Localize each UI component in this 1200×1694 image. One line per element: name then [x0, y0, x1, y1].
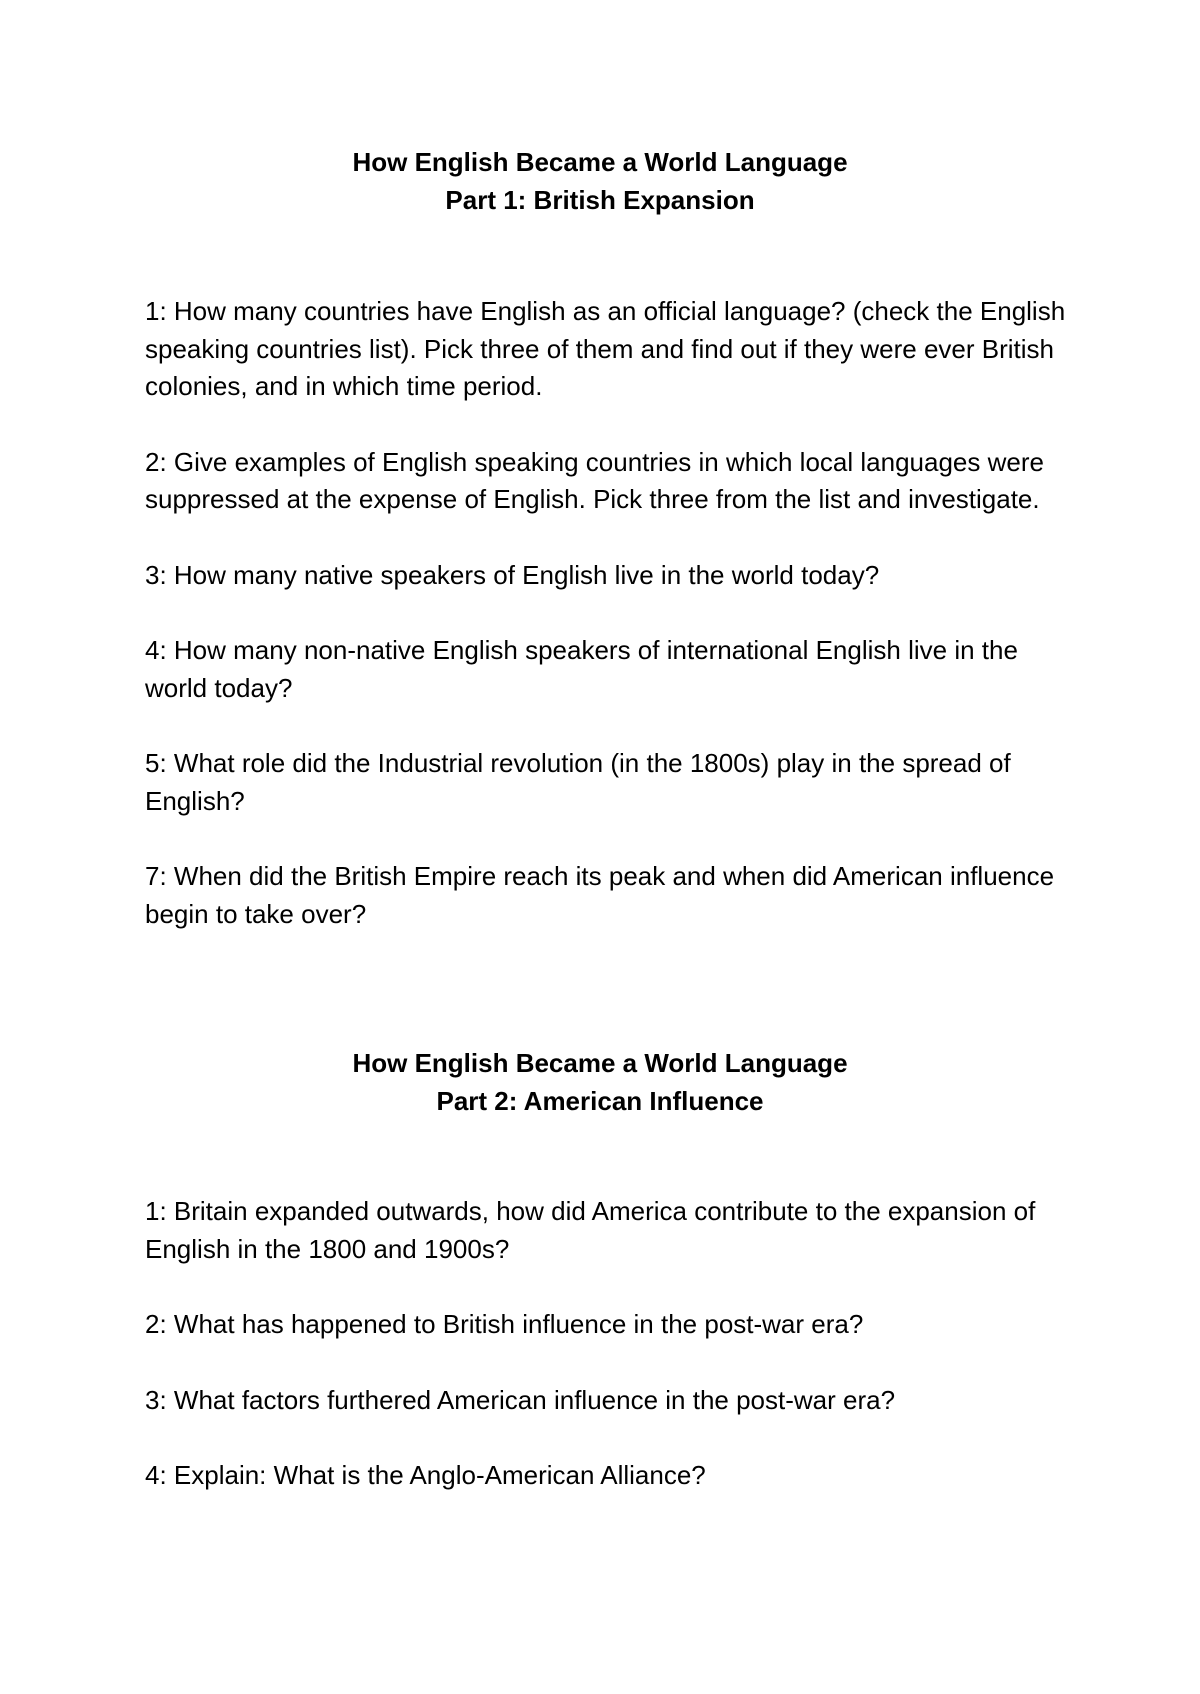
part2-heading	[0, 1044, 1200, 1120]
part1-question-7: 7: When did the British Empire reach its peak and when did American influence begin to take over?	[145, 861, 1055, 929]
part1-question-2: 2: Give examples of English speaking countries in which local languages were suppressed at the expense of English. Pick three from the list and investigate.	[145, 446, 1044, 514]
part2-title: How English Became a World Language	[352, 1048, 848, 1078]
part2-question-4: 4: Explain: What is the Anglo-American Alliance?	[145, 1460, 706, 1490]
part2-subtitle: Part 2: American Influence	[436, 1086, 764, 1116]
part1-question-list	[145, 293, 1075, 971]
part1-title: How English Became a World Language	[352, 147, 848, 177]
part1-subtitle: Part 1: British Expansion	[445, 185, 755, 215]
part1-question-3: 3: How many native speakers of English live in the world today?	[145, 559, 880, 590]
part2-question-1: 1: Britain expanded outwards, how did America contribute to the expansion of English in the 1800 and 1900s?	[145, 1196, 1036, 1264]
part1-question-1: 1: How many countries have English as an official language? (check the English speaking countries list). Pick three of them and find out if they were ever British colonies, and in which time period.	[145, 296, 1066, 401]
part1-question-4: 4: How many non-native English speakers of international English live in the world today?	[145, 635, 1018, 703]
part2-question-list	[145, 1193, 1075, 1533]
part2-question-3: 3: What factors furthered American influence in the post-war era?	[145, 1384, 896, 1415]
part1-question-5: 5: What role did the Industrial revolution (in the 1800s) play in the spread of English?	[145, 748, 1011, 816]
part1-heading	[0, 143, 1200, 219]
part2-question-2: 2: What has happened to British influence in the post-war era?	[145, 1309, 864, 1339]
